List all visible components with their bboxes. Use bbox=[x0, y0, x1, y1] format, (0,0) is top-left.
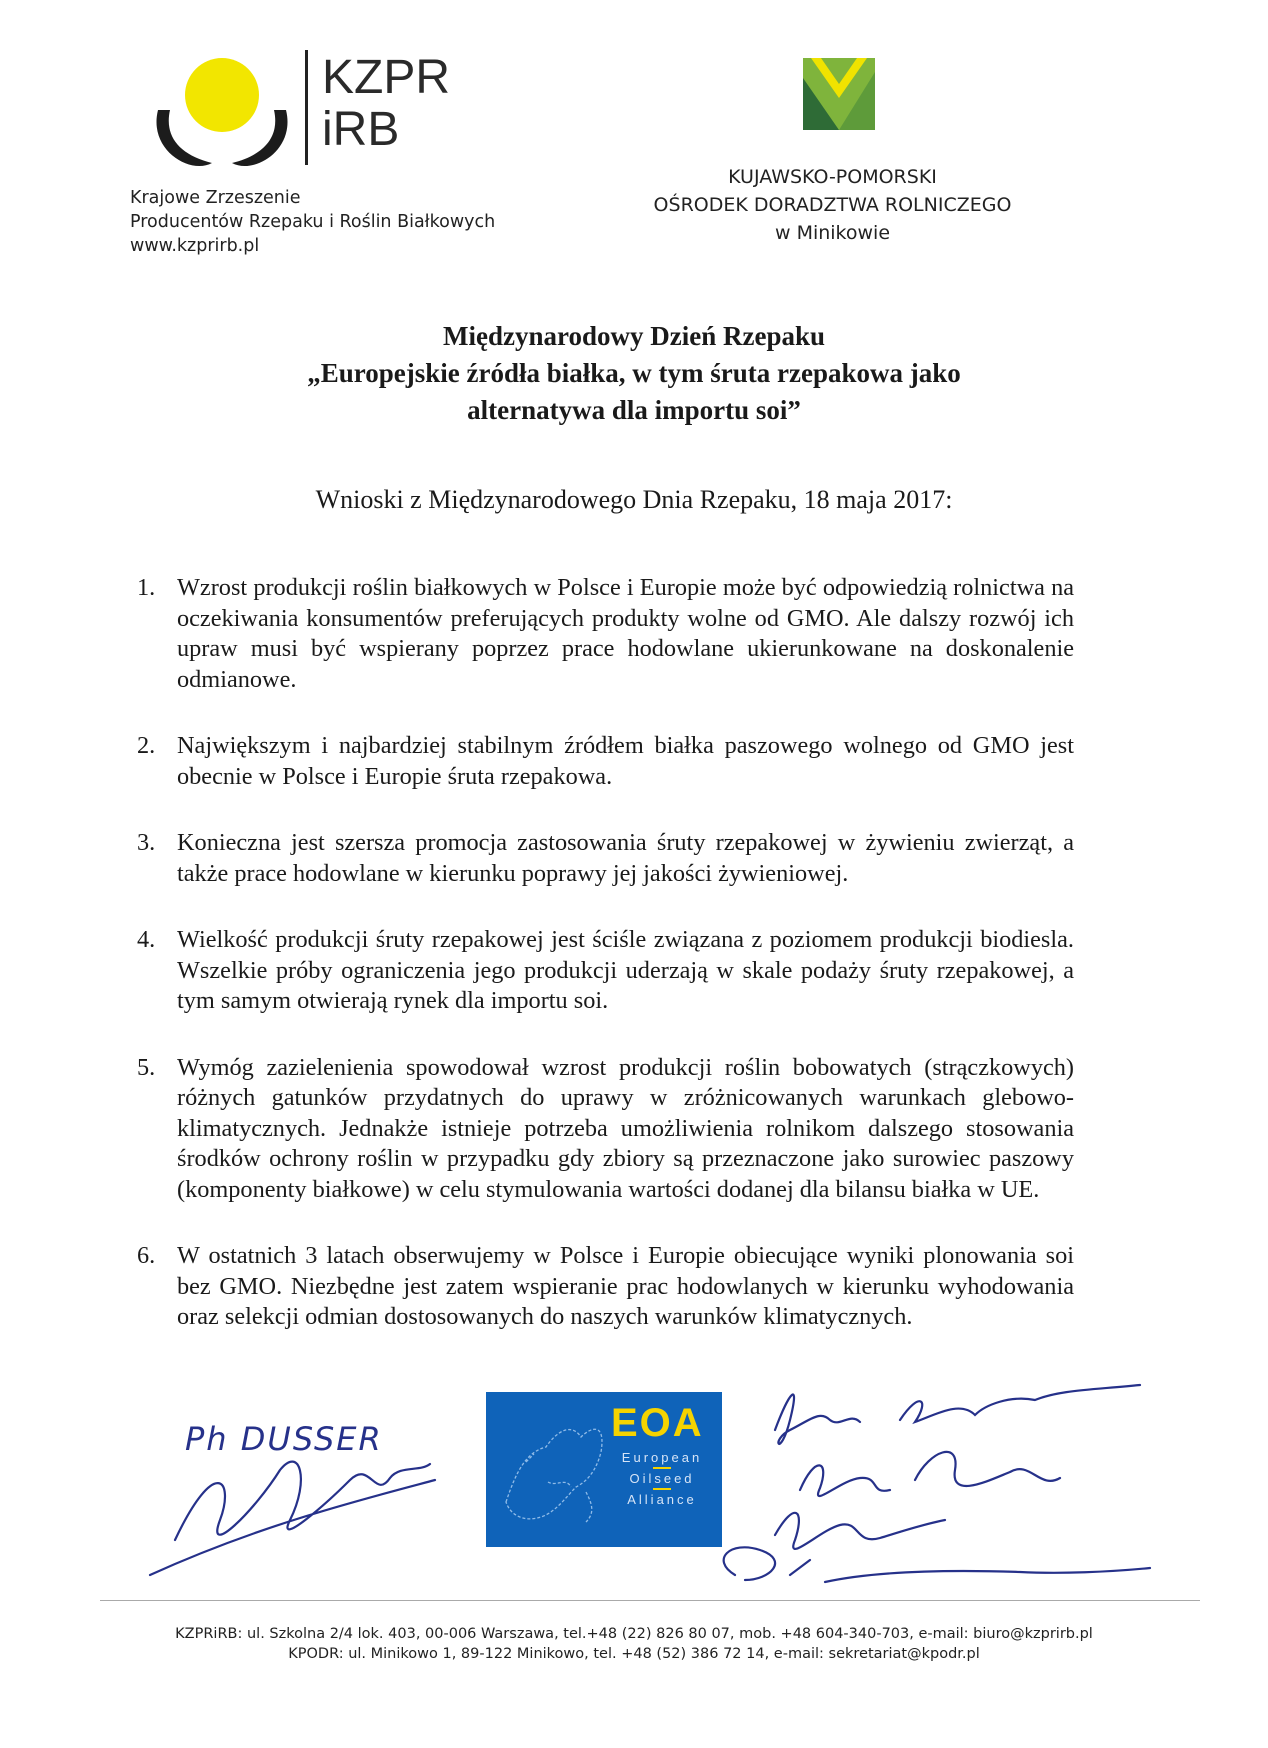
conclusion-text: Wymóg zazielenienia spowodował wzrost produkcji roślin bobowatych (strączkowych) różnych gatunków przydatnych do uprawy w zróżnicowanych warunkach glebowo-klimatycznych. Jednakże istnieje potrzeba umożliwienia rolnikom dalszego stosowania środków ochrony roślin w przypadku gdy zbiory są przeznaczone jako surowiec paszowy (komponenty białkowe) w celu stymulowania wartości dodanej dla bilansu białka w UE. bbox=[177, 1053, 1074, 1203]
conclusion-number: 2. bbox=[137, 732, 156, 759]
conclusion-text: Wzrost produkcji roślin białkowych w Polsce i Europie może być odpowiedzią rolnictwa na oczekiwania konsumentów preferujących produkty wolne od GMO. Ale dalszy rozwój ich upraw musi być wspierany poprzez prace hodowlane ukierunkowane na doskonalenie odmianowe. bbox=[177, 574, 1074, 693]
conclusion-number: 5. bbox=[137, 1053, 156, 1081]
org-website: www.kzprirb.pl bbox=[130, 236, 260, 256]
signature-left bbox=[150, 1462, 435, 1575]
wordmark-line-2: iRB bbox=[322, 103, 400, 156]
conclusion-item bbox=[130, 573, 1074, 695]
document-subtitle: Wnioski z Międzynarodowego Dnia Rzepaku, 18 maja 2017: bbox=[315, 485, 953, 514]
conclusion-item bbox=[130, 731, 1074, 792]
conclusion-number: 6. bbox=[137, 1242, 156, 1269]
kpodr-org-block bbox=[600, 163, 1065, 247]
title-line-2: „Europejskie źródła białka, w tym śruta rzepakowa jako bbox=[307, 358, 961, 388]
conclusion-item bbox=[130, 925, 1074, 1017]
kzprirb-logo-sun bbox=[185, 58, 259, 132]
kzprirb-org-block bbox=[130, 186, 495, 258]
kzprirb-wordmark bbox=[322, 52, 450, 156]
signature-right-2 bbox=[800, 1452, 1060, 1496]
title-line-3: alternatywa dla importu soi” bbox=[467, 395, 801, 425]
eoa-words bbox=[607, 1448, 717, 1509]
signature-left-name: Ph DUSSER bbox=[185, 1420, 383, 1458]
kpodr-line-1: KUJAWSKO-POMORSKI bbox=[728, 166, 937, 188]
conclusion-item bbox=[130, 1053, 1074, 1206]
signature-right-1 bbox=[775, 1385, 1140, 1444]
conclusion-text: Konieczna jest szersza promocja zastosowania śruty rzepakowej w żywieniu zwierząt, a także prace hodowlane w kierunku poprawy jej jakości żywieniowej. bbox=[177, 829, 1074, 887]
conclusion-text: W ostatnich 3 latach obserwujemy w Polsce i Europie obiecujące wyniki plonowania soi bez GMO. Niezbędne jest zatem wspieranie prac hodowlanych w kierunku wyhodowania oraz selekcji odmian dostosowanych do naszych warunków klimatycznych. bbox=[177, 1242, 1074, 1330]
conclusion-number: 4. bbox=[137, 926, 156, 953]
footer-line-kpodr: KPODR: ul. Minikowo 1, 89-122 Minikowo, tel. +48 (52) 386 72 14, e-mail: sekretariat@kpodr.pl bbox=[288, 1646, 980, 1662]
footer-divider bbox=[100, 1600, 1200, 1601]
kzprirb-logo bbox=[140, 55, 310, 170]
logo-separator bbox=[305, 50, 308, 165]
kpodr-logo bbox=[803, 58, 875, 130]
signature-right-4 bbox=[724, 1547, 1150, 1582]
conclusion-text: Wielkość produkcji śruty rzepakowej jest ściśle związana z poziomem produkcji biodiesla. Wszelkie próby ograniczenia jego produkcji uderzają w skale podaży śruty rzepakowej, a tym samym otwierają rynek dla importu soi. bbox=[177, 926, 1074, 1014]
kpodr-line-3: w Minikowie bbox=[774, 222, 891, 244]
conclusion-item bbox=[130, 828, 1074, 889]
wordmark-line-1: KZPR bbox=[322, 51, 451, 104]
org-name-line-2: Producentów Rzepaku i Roślin Białkowych bbox=[130, 212, 496, 232]
eoa-word-3: Alliance bbox=[627, 1492, 697, 1507]
eoa-word-1: European bbox=[621, 1450, 703, 1465]
conclusion-number: 1. bbox=[137, 574, 156, 601]
eoa-acronym: EOA bbox=[611, 1401, 704, 1445]
title-line-1: Międzynarodowy Dzień Rzepaku bbox=[443, 321, 825, 351]
footer bbox=[100, 1624, 1168, 1664]
document-title bbox=[100, 318, 1168, 429]
conclusion-item bbox=[130, 1241, 1074, 1333]
signature-right-3 bbox=[775, 1513, 945, 1549]
eoa-word-2: Oilseed bbox=[629, 1471, 695, 1486]
conclusion-text: Największym i najbardziej stabilnym źródłem białka paszowego wolnego od GMO jest obecnie w Polsce i Europie śruta rzepakowa. bbox=[177, 732, 1074, 790]
conclusion-number: 3. bbox=[137, 829, 156, 856]
org-name-line-1: Krajowe Zrzeszenie bbox=[130, 188, 301, 208]
footer-line-kzprirb: KZPRiRB: ul. Szkolna 2/4 lok. 403, 00-006 Warszawa, tel.+48 (22) 826 80 07, mob. +48 604-340-703, e-mail: biuro@kzprirb.pl bbox=[175, 1626, 1093, 1642]
europe-map-outline bbox=[506, 1429, 602, 1522]
conclusions-list bbox=[130, 573, 1074, 1369]
kpodr-line-2: OŚRODEK DORADZTWA ROLNICZEGO bbox=[653, 194, 1012, 216]
